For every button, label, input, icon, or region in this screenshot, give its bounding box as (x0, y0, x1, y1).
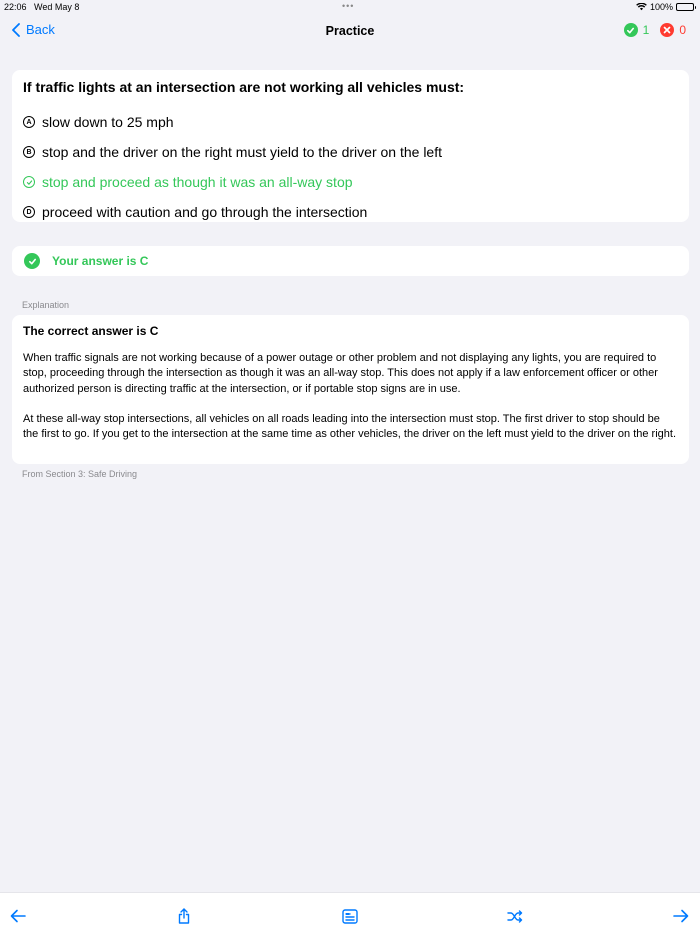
battery-icon (676, 3, 694, 11)
bottom-toolbar (0, 892, 700, 934)
status-indicators (636, 2, 694, 12)
share-icon (177, 908, 191, 924)
answer-option-b[interactable] (23, 137, 678, 167)
arrow-right-icon (673, 909, 689, 923)
question-card (12, 70, 689, 222)
navigation-bar (0, 14, 700, 50)
correct-result-icon (24, 253, 40, 269)
explanation-card (12, 315, 689, 464)
answer-option-c[interactable] (23, 167, 678, 197)
answer-text: stop and the driver on the right must yield to the driver on the left (42, 144, 442, 160)
page-title: Practice (325, 24, 375, 38)
wrong-count: 0 (679, 23, 686, 37)
correct-count: 1 (642, 23, 650, 37)
question-text: If traffic lights at an intersection are not working all vehicles must: (23, 79, 465, 95)
result-banner (12, 246, 689, 276)
shuffle-button[interactable] (506, 907, 524, 925)
explanation-paragraph: At these all-way stop intersections, all vehicles on all roads leading into the intersection must stop. The first driver to stop should be the first to go. If you get to the intersection at the same time as other vehicles, the driver on the left must yield to the driver on the right. (23, 412, 677, 441)
back-button[interactable] (12, 22, 55, 37)
source-label: From Section 3: Safe Driving (22, 469, 138, 479)
chevron-left-icon (12, 23, 20, 37)
answer-option-a[interactable] (23, 107, 678, 137)
explanation-label: Explanation (22, 300, 70, 310)
reader-icon (342, 909, 358, 924)
status-time: 22:06 Wed May 8 (4, 2, 80, 12)
explanation-paragraph: When traffic signals are not working because of a power outage or other problem and not displaying any lights, you are required to stop, proceeding through the intersection as though it was an all-way stop. This does not apply if a law enforcement officer or other authorized person is directing traffic at the intersection, or if portable stop signs are in use. (23, 352, 658, 395)
explanation-heading: The correct answer is C (23, 324, 159, 338)
answer-text: stop and proceed as though it was an all-way stop (42, 174, 353, 190)
multitasking-dots[interactable]: ••• (342, 1, 355, 11)
answer-option-d[interactable] (23, 197, 678, 227)
next-button[interactable] (672, 907, 690, 925)
status-bar (0, 0, 700, 14)
checkmark-circle-icon (23, 176, 35, 188)
letter-d-icon: D (23, 206, 35, 218)
answer-text: proceed with caution and go through the intersection (42, 204, 368, 220)
share-button[interactable] (175, 907, 193, 925)
result-text: Your answer is C (52, 254, 149, 268)
back-label: Back (26, 22, 55, 37)
answer-text: slow down to 25 mph (42, 114, 174, 130)
arrow-left-icon (10, 909, 26, 923)
wrong-icon (660, 23, 674, 37)
battery-percent: 100% (649, 2, 673, 12)
wifi-icon (636, 3, 647, 11)
correct-icon (624, 23, 638, 37)
letter-a-icon: A (23, 116, 35, 128)
score-summary (624, 23, 686, 37)
letter-b-icon: B (23, 146, 35, 158)
reader-button[interactable] (341, 907, 359, 925)
previous-button[interactable] (9, 907, 27, 925)
shuffle-icon (507, 910, 523, 923)
